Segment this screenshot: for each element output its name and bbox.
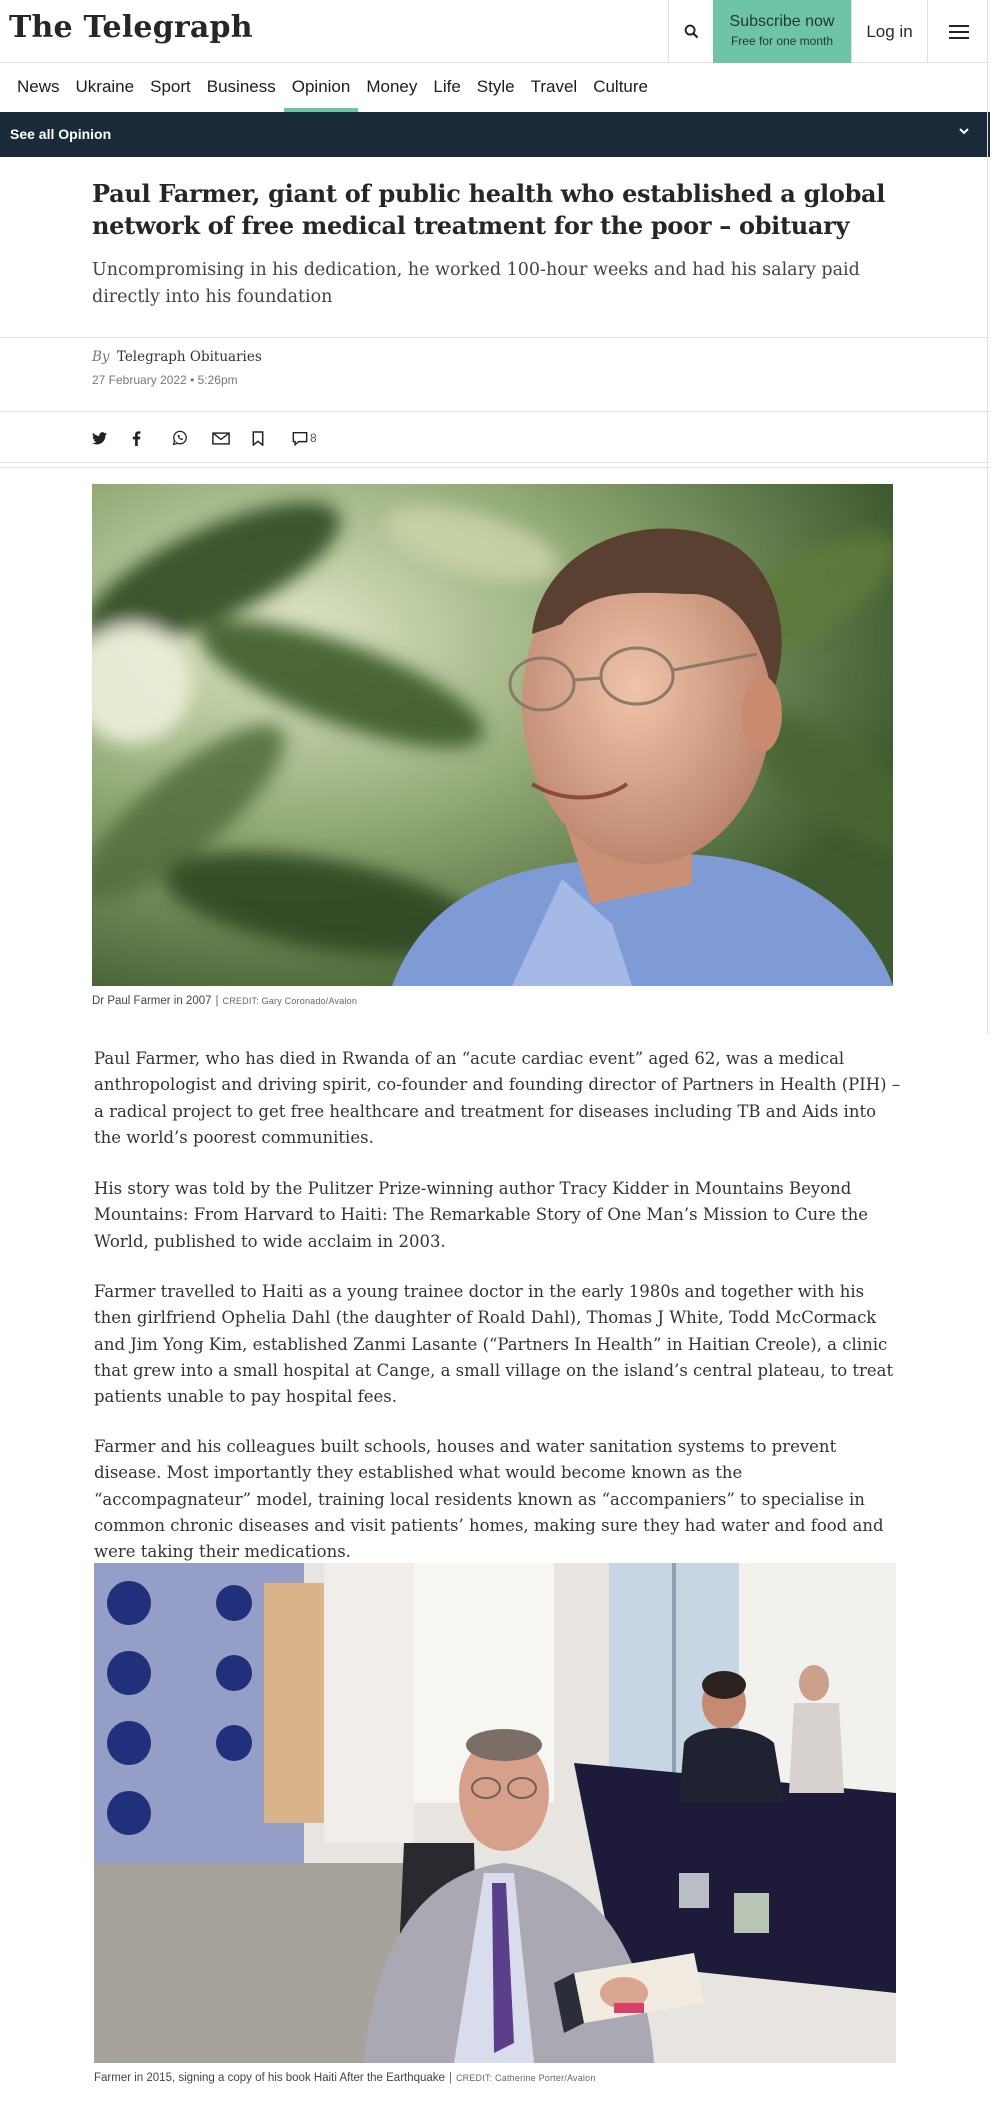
nav-item-sport[interactable]: Sport (150, 77, 191, 96)
body-paragraph: Farmer travelled to Haiti as a young trainee doctor in the early 1980s and together with his then girlfriend Ophelia Dahl (the daughter of Roald Dahl), Thomas J White, Todd McCormack and Jim Yong Kim, established Zanmi Lasante (“Partners In Health” in Haitian Creole), a clinic that grew into a small hospital at Cange, a small village on the island’s central plateau, to treat patients unable to pay hospital fees. (94, 1282, 894, 1407)
comments-button[interactable] (292, 426, 317, 450)
hero-caption-text: Dr Paul Farmer in 2007 (92, 995, 212, 1007)
menu-button[interactable] (927, 0, 990, 63)
divider (0, 411, 990, 412)
page-edge-line (987, 0, 988, 1035)
hamburger-icon (949, 24, 969, 40)
image2-caption-text: Farmer in 2015, signing a copy of his book Haiti After the Earthquake (94, 2072, 445, 2084)
by-label: By (92, 349, 110, 365)
email-icon (212, 432, 230, 445)
see-all-opinion-bar[interactable] (0, 112, 990, 157)
facebook-icon (132, 431, 141, 446)
byline (92, 349, 262, 365)
share-whatsapp-button[interactable] (172, 426, 212, 450)
divider (0, 337, 990, 338)
bookmark-button[interactable] (252, 426, 292, 450)
nav-item-news[interactable]: News (17, 77, 60, 96)
article-image-2[interactable] (94, 1563, 896, 2063)
hero-credit: CREDIT: Gary Coronado/Avalon (222, 996, 358, 1006)
nav-item-life[interactable]: Life (433, 77, 461, 96)
whatsapp-icon (172, 430, 188, 446)
nav-item-opinion[interactable]: Opinion (284, 63, 359, 112)
body-paragraph: Paul Farmer, who has died in Rwanda of an “acute cardiac event” aged 62, was a medical anthropologist and driving spirit, co-founder and founding director of Partners in Health (PIH) – a radical project to get free healthcare and treatment for diseases including TB and Aids into the world’s poorest communities. (94, 1049, 901, 1147)
body-paragraph: His story was told by the Pulitzer Prize-winning author Tracy Kidder in Mountains Beyond Mountains: From Harvard to Haiti: The Remarkable Story of One Man’s Mission to Cure the World, published to wide acclaim in 2003. (94, 1179, 869, 1251)
article-standfirst: Uncompromising in his dedication, he worked 100-hour weeks and had his salary paid directly into his foundation (92, 260, 860, 307)
nav-item-ukraine[interactable]: Ukraine (75, 77, 135, 96)
comment-count: 8 (310, 431, 317, 445)
portrait-photo (92, 484, 893, 986)
subscribe-offer: Free for one month (730, 34, 834, 48)
chevron-down-icon (958, 125, 970, 137)
section-nav (0, 63, 990, 112)
bookmark-icon (252, 431, 264, 446)
image2-credit: CREDIT: Catherine Porter/Avalon (455, 2073, 596, 2083)
share-bar (92, 426, 317, 450)
author-link[interactable]: Telegraph Obituaries (116, 349, 262, 365)
see-all-label: See all Opinion (10, 126, 112, 142)
nav-item-business[interactable]: Business (206, 77, 276, 96)
search-icon (684, 24, 699, 39)
article-headline: Paul Farmer, giant of public health who established a global network of free medical treatment for the poor – obituary (92, 179, 886, 240)
nav-item-travel[interactable]: Travel (530, 77, 578, 96)
caption-separator: | (448, 2072, 452, 2084)
image2-caption (94, 2072, 596, 2084)
login-button[interactable]: Log in (851, 0, 927, 63)
hero-image[interactable] (92, 484, 893, 986)
comment-icon (292, 431, 308, 446)
caption-separator: | (215, 995, 219, 1007)
share-twitter-button[interactable] (92, 426, 132, 450)
nav-item-culture[interactable]: Culture (593, 77, 649, 96)
publish-date: 27 February 2022 • 5:26pm (92, 373, 238, 387)
book-signing-photo (94, 1563, 896, 2063)
subscribe-label: Subscribe now (729, 13, 835, 30)
nav-item-style[interactable]: Style (476, 77, 515, 96)
body-paragraph: Farmer and his colleagues built schools, houses and water sanitation systems to prevent disease. Most importantly they established what would become known as the “accompagnateur” model, training local residents known as “accompaniers” to specialise in common chronic diseases and visit patients’ homes, making sure they had water and food and were taking their medications. (94, 1437, 884, 1562)
share-email-button[interactable] (212, 426, 252, 450)
twitter-icon (92, 432, 107, 445)
nav-item-money[interactable]: Money (366, 77, 418, 96)
telegraph-logo[interactable]: The Telegraph (9, 10, 253, 45)
divider (0, 467, 990, 468)
search-button[interactable] (668, 0, 713, 63)
divider (0, 462, 990, 463)
subscribe-button[interactable] (713, 0, 851, 63)
site-header (0, 0, 990, 63)
hero-caption (92, 995, 357, 1007)
share-facebook-button[interactable] (132, 426, 172, 450)
